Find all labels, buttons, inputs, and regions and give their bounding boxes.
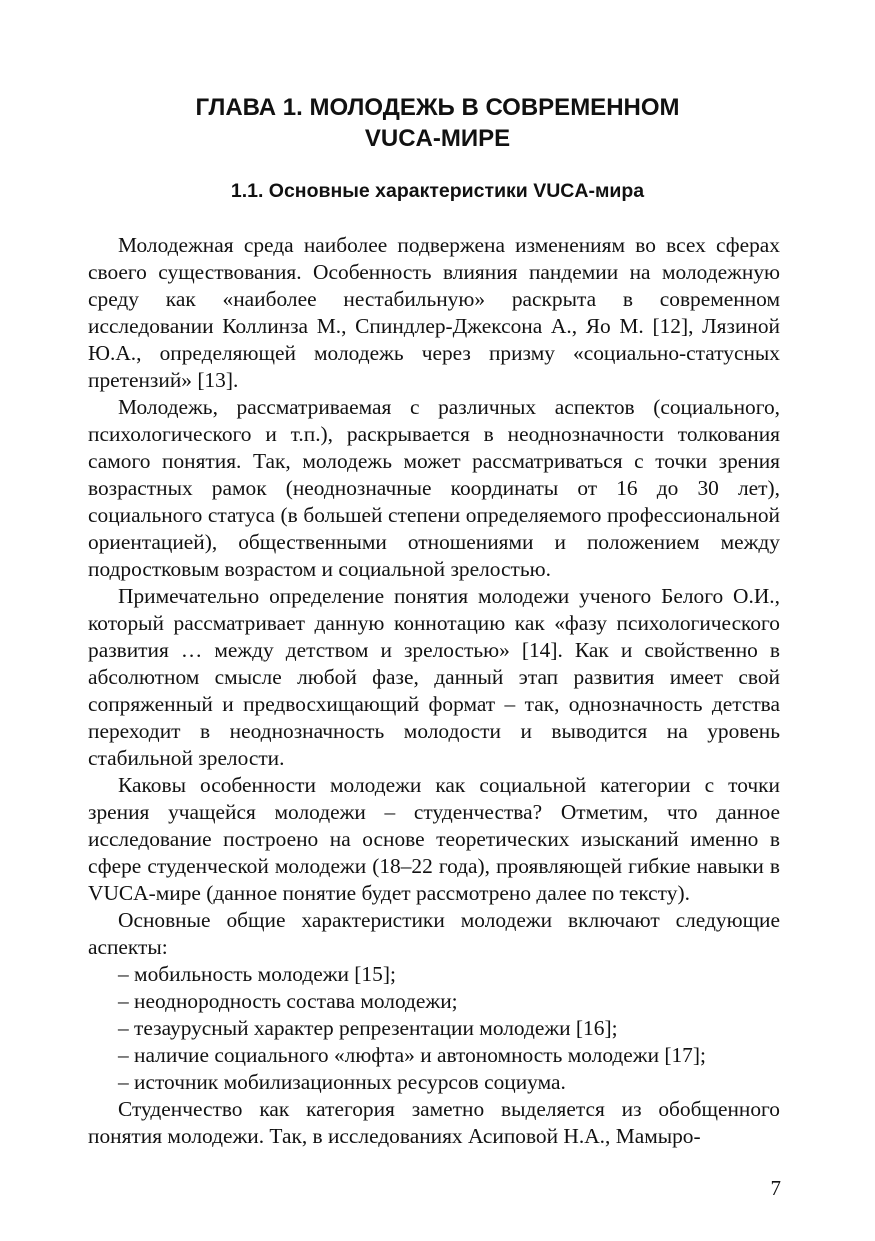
paragraph-5: Основные общие характеристики молодежи включают следующие аспекты: xyxy=(88,908,780,959)
paragraph-2: Молодежь, рассматриваемая с различных аспектов (социального, психологического и т.п.), раскрывается в неоднозначности толкования самого понятия. Так, молодежь может рассматриваться с точки зрения возрастных рамок (неоднозначные координаты от 16 до 30 лет), социального статуса (в большей степени определяемого профессиональной ориентацией), общественными отношениями и положением между подростковым возрастом и социальной зрелостью. xyxy=(88,395,780,581)
body-text xyxy=(88,232,780,1150)
paragraph-3: Примечательно определение понятия молодежи ученого Белого О.И., который рассматривает данную коннотацию как «фазу психологического развития … между детством и зрелостью» [14]. Как и свойственно в абсолютном смысле любой фазе, данный этап развития имеет свой сопряженный и предвосхищающий формат – так, однозначность детства переходит в неоднозначность молодости и выводится на уровень стабильной зрелости. xyxy=(88,584,780,770)
list-item: – мобильность молодежи [15]; xyxy=(118,962,396,986)
paragraph-4: Каковы особенности молодежи как социальной категории с точки зрения учащейся молодежи – студенчества? Отметим, что данное исследование построено на основе теоретических изысканий именно в сфере студенческой молодежи (18–22 года), проявляющей гибкие навыки в VUCA-мире (данное понятие будет рассмотрено далее по тексту). xyxy=(88,773,780,905)
paragraph-1: Молодежная среда наиболее подвержена изменениям во всех сферах своего существования. Особенность влияния пандемии на молодежную среду как «наиболее нестабильную» раскрыта в современном исследовании Коллинза М., Спиндлер-Джексона А., Яо М. [12], Лязиной Ю.А., определяющей молодежь через призму «социально-статусных претензий» [13]. xyxy=(88,233,780,392)
section-title: 1.1. Основные характеристики VUCA-мира xyxy=(230,180,645,202)
chapter-title-line-2: VUCA-МИРЕ xyxy=(364,125,511,152)
chapter-title xyxy=(90,92,785,154)
list-item: – наличие социального «люфта» и автономность молодежи [17]; xyxy=(118,1043,706,1067)
list-item: – источник мобилизационных ресурсов социума. xyxy=(118,1070,566,1094)
chapter-title-line-1: ГЛАВА 1. МОЛОДЕЖЬ В СОВРЕМЕННОМ xyxy=(195,94,680,121)
list-item: – тезаурусный характер репрезентации молодежи [16]; xyxy=(118,1016,618,1040)
paragraph-final: Студенчество как категория заметно выделяется из обобщенного понятия молодежи. Так, в исследованиях Асиповой Н.А., Мамыро- xyxy=(88,1097,780,1148)
page-number: 7 xyxy=(770,1176,781,1200)
list-item: – неоднородность состава молодежи; xyxy=(118,989,458,1013)
